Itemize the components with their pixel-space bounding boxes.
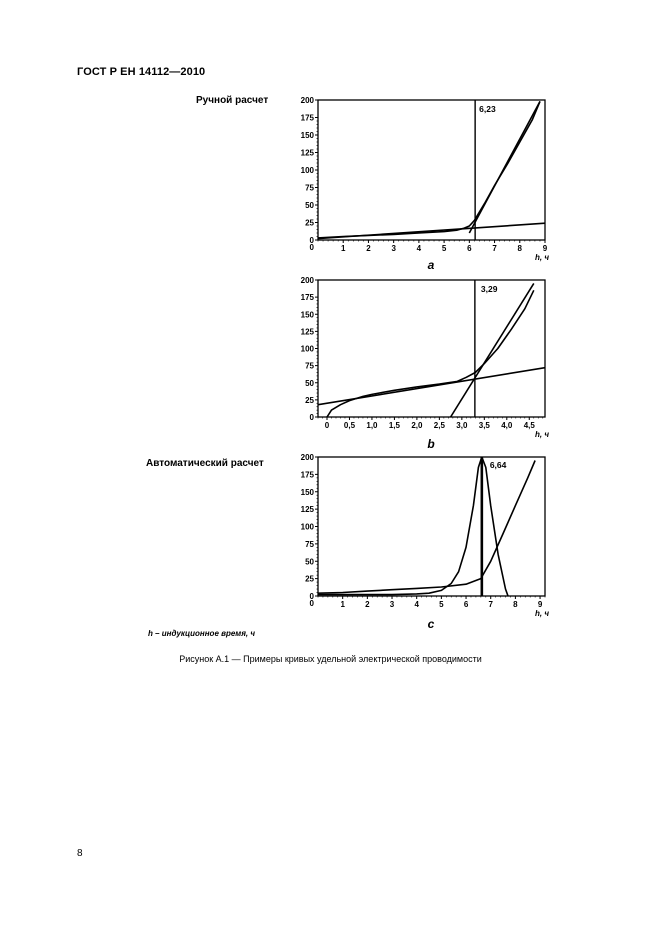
x-tick-label: 2,0 xyxy=(411,421,423,430)
x-tick-label: 6 xyxy=(467,244,472,253)
y-tick-label: 200 xyxy=(300,276,314,285)
plot-frame xyxy=(318,457,545,596)
x-tick-label: 1 xyxy=(340,600,345,609)
panel-label: b xyxy=(427,437,435,451)
y-tick-label: 25 xyxy=(305,395,314,405)
chart-panel-b xyxy=(301,276,550,451)
x-tick-label: 4,5 xyxy=(523,421,535,430)
figure-caption: Рисунок А.1 — Примеры кривых удельной электрической проводимости xyxy=(179,654,482,664)
series-line-derivative xyxy=(318,457,508,596)
series-line-tangent-1 xyxy=(318,368,545,405)
y-tick-label: 0 xyxy=(309,413,314,422)
y-tick-label: 50 xyxy=(305,378,314,388)
y-tick-label: 0 xyxy=(309,236,314,245)
x-tick-label: 5 xyxy=(441,244,447,253)
y-tick-label: 50 xyxy=(305,557,314,567)
x-tick-label: 8 xyxy=(517,244,523,253)
panel-label: c xyxy=(427,617,435,631)
section-label-automatic: Автоматический расчет xyxy=(146,458,264,469)
x-tick-label: 0,5 xyxy=(343,421,356,430)
x-tick-label: 5 xyxy=(439,600,444,609)
induction-time-label: 6,23 xyxy=(479,104,496,114)
y-tick-label: 150 xyxy=(300,487,314,497)
y-tick-label: 100 xyxy=(300,522,314,532)
y-tick-label: 75 xyxy=(305,183,314,193)
x-tick-label: 2 xyxy=(365,600,370,609)
y-tick-label: 175 xyxy=(300,293,314,303)
chart-panel-a xyxy=(301,96,550,272)
x-tick-label: 8 xyxy=(513,600,518,609)
x-tick-label: 6 xyxy=(463,600,469,609)
section-label-manual: Ручной расчет xyxy=(196,95,269,106)
x-tick-label: 0 xyxy=(324,421,330,430)
induction-time-label: 6,64 xyxy=(489,460,507,470)
plot-frame xyxy=(318,280,545,417)
y-tick-label: 200 xyxy=(300,96,314,105)
x-tick-label: 7 xyxy=(492,244,497,253)
x-axis-label: h, ч xyxy=(535,609,549,618)
series-line-tangent-2 xyxy=(451,283,534,417)
y-tick-label: 25 xyxy=(305,218,314,228)
induction-time-label: 3,29 xyxy=(480,284,498,294)
x-tick-label: 3,5 xyxy=(478,421,490,430)
origin-label: 0 xyxy=(309,599,314,608)
document-header: ГОСТ Р ЕН 14112—2010 xyxy=(77,66,206,78)
panel-label: a xyxy=(427,258,435,272)
y-tick-label: 125 xyxy=(300,505,314,515)
x-tick-label: 1 xyxy=(340,244,346,253)
x-axis-label: h, ч xyxy=(535,430,549,439)
x-tick-label: 3,0 xyxy=(456,421,468,430)
y-tick-label: 175 xyxy=(300,113,314,123)
x-tick-label: 4 xyxy=(416,244,422,253)
series-line-tangent-1 xyxy=(318,223,545,238)
plot-frame xyxy=(318,100,545,240)
y-tick-label: 200 xyxy=(300,453,314,462)
series-line-conductivity xyxy=(318,101,540,238)
origin-label: 0 xyxy=(309,243,314,252)
series-line-tangent-2 xyxy=(469,101,540,233)
y-tick-label: 25 xyxy=(305,574,314,584)
x-tick-label: 2 xyxy=(366,244,371,253)
axis-legend-note: h – индукционное время, ч xyxy=(148,629,256,638)
y-tick-label: 100 xyxy=(300,344,314,354)
y-tick-label: 50 xyxy=(305,201,314,210)
page-number: 8 xyxy=(77,848,83,859)
y-tick-label: 150 xyxy=(300,131,314,140)
y-tick-label: 75 xyxy=(305,361,314,371)
y-tick-label: 125 xyxy=(300,327,314,337)
x-tick-label: 7 xyxy=(488,600,493,609)
y-tick-label: 175 xyxy=(300,470,314,480)
x-axis-label: h, ч xyxy=(535,253,549,262)
y-tick-label: 100 xyxy=(300,166,314,175)
x-tick-label: 4 xyxy=(414,600,419,609)
y-tick-label: 0 xyxy=(309,592,314,601)
x-tick-label: 3 xyxy=(389,600,395,609)
x-tick-label: 9 xyxy=(537,600,543,609)
chart-panel-c xyxy=(301,453,550,631)
x-tick-label: 1,0 xyxy=(366,421,378,430)
y-tick-label: 150 xyxy=(300,310,314,320)
x-tick-label: 1,5 xyxy=(388,421,400,430)
y-tick-label: 75 xyxy=(305,539,314,549)
x-tick-label: 3 xyxy=(391,244,396,253)
x-tick-label: 4,0 xyxy=(501,421,513,430)
x-tick-label: 9 xyxy=(542,244,548,253)
x-tick-label: 2,5 xyxy=(433,421,445,430)
y-tick-label: 125 xyxy=(300,148,314,158)
